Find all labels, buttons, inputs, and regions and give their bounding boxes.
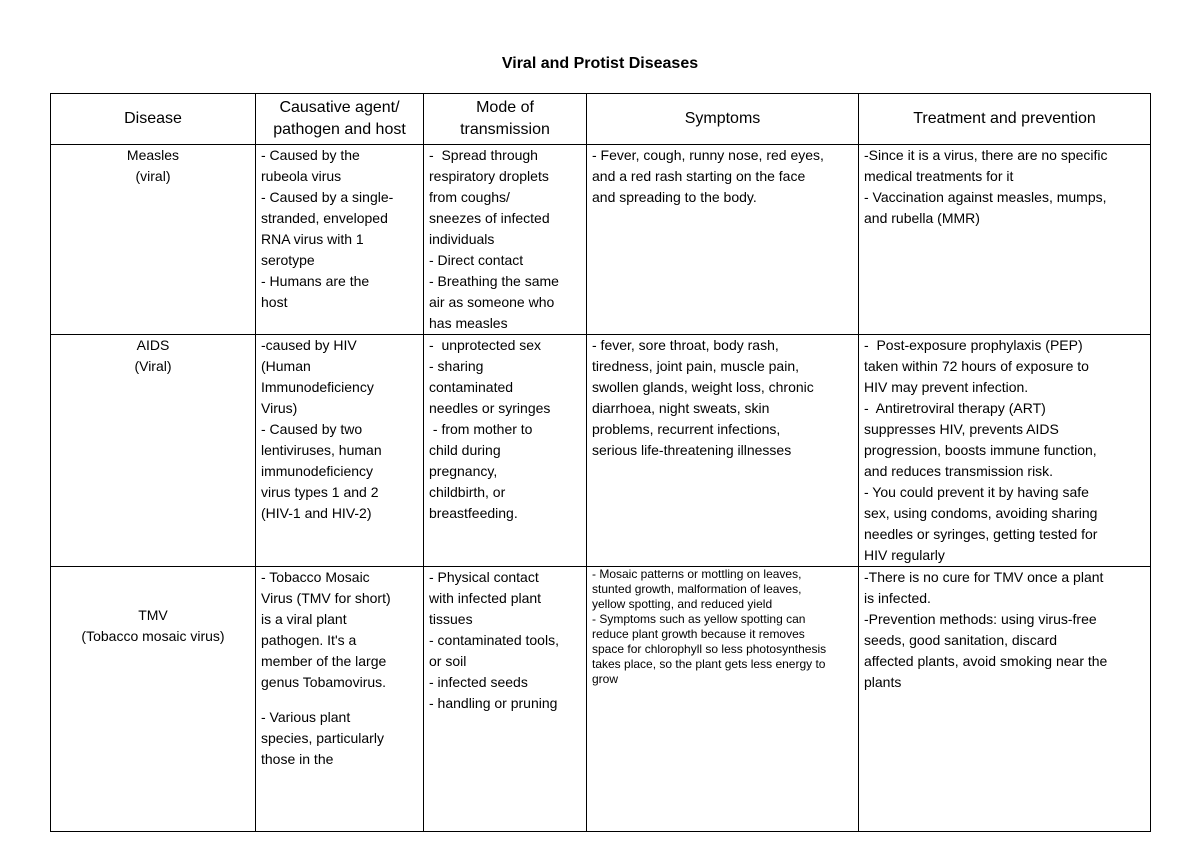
cell-text-line: -caused by HIV xyxy=(261,337,357,353)
cell-text-line: - Symptoms such as yellow spotting can xyxy=(592,612,806,626)
cell-text-line: individuals xyxy=(429,231,495,247)
cell-text-line: breastfeeding. xyxy=(429,505,518,521)
cell-text-line: - contaminated tools, xyxy=(429,632,559,648)
cell-text-line: immunodeficiency xyxy=(261,463,374,479)
cell-text-line: - infected seeds xyxy=(429,674,528,690)
cell-text-line: stranded, enveloped xyxy=(261,210,388,226)
cell-text-line: Measles xyxy=(126,147,180,163)
cell-text-line: from coughs/ xyxy=(429,189,510,205)
cell-text-line: takes place, so the plant gets less energy to xyxy=(592,657,826,671)
document-title: Viral and Protist Diseases xyxy=(501,55,699,72)
cell-text-line: (Tobacco mosaic virus) xyxy=(81,628,225,644)
cell-text-line: - Post-exposure prophylaxis (PEP) xyxy=(864,337,1083,353)
header-row xyxy=(51,94,1151,145)
transmission-cell xyxy=(424,335,587,567)
cell-text-line: - Caused by the xyxy=(261,147,360,163)
cell-text-line: stunted growth, malformation of leaves, xyxy=(592,582,802,596)
cell-text-line: - Fever, cough, runny nose, red eyes, xyxy=(592,147,824,163)
cell-text-line: reduce plant growth because it removes xyxy=(592,627,805,641)
header-mode-of-transmission xyxy=(424,94,587,145)
cell-text-line: contaminated xyxy=(429,379,514,395)
cell-text-line: - Tobacco Mosaic xyxy=(261,569,370,585)
cell-text-line: - Antiretroviral therapy (ART) xyxy=(864,400,1046,416)
cell-text-line: childbirth, or xyxy=(429,484,506,500)
cell-text-line: pathogen. It's a xyxy=(261,632,357,648)
cell-text-line: tiredness, joint pain, muscle pain, xyxy=(592,358,799,374)
transmission-cell xyxy=(424,567,587,832)
cell-text-line: HIV regularly xyxy=(864,547,945,563)
cell-text-line: pathogen and host xyxy=(273,121,406,138)
treatment-cell xyxy=(859,145,1151,335)
cell-text-line: (HIV-1 and HIV-2) xyxy=(261,505,372,521)
cell-text-line: medical treatments for it xyxy=(864,168,1014,184)
cell-text-line: and rubella (MMR) xyxy=(864,210,980,226)
diseases-table xyxy=(50,93,1151,832)
cell-text-line: - fever, sore throat, body rash, xyxy=(592,337,779,353)
causative-agent-cell xyxy=(256,335,424,567)
header-causative-agent xyxy=(256,94,424,145)
cell-text-line: - Spread through xyxy=(429,147,538,163)
cell-text-line: - Caused by two xyxy=(261,421,363,437)
symptoms-cell xyxy=(587,567,859,832)
cell-text-line: those in the xyxy=(261,751,334,767)
cell-text-line: is infected. xyxy=(864,590,931,606)
cell-text-line: respiratory droplets xyxy=(429,168,549,184)
cell-text-line: -Prevention methods: using virus-free xyxy=(864,611,1097,627)
cell-text-line: lentiviruses, human xyxy=(261,442,382,458)
cell-text-line: pregnancy, xyxy=(429,463,498,479)
cell-text-line: (viral) xyxy=(135,168,171,184)
cell-text-line: sex, using condoms, avoiding sharing xyxy=(864,505,1098,521)
disease-cell xyxy=(51,335,256,567)
cell-text-line: - Physical contact xyxy=(429,569,539,585)
cell-text-line: Immunodeficiency xyxy=(261,379,374,395)
cell-text-line: - sharing xyxy=(429,358,484,374)
cell-text-line: with infected plant xyxy=(429,590,542,606)
header-treatment: Treatment and prevention xyxy=(859,94,1151,145)
cell-text-line: has measles xyxy=(429,315,508,331)
cell-text-line: suppresses HIV, prevents AIDS xyxy=(864,421,1059,437)
symptoms-cell xyxy=(587,335,859,567)
cell-text-line: - Mosaic patterns or mottling on leaves, xyxy=(592,567,802,581)
cell-text-line: child during xyxy=(429,442,501,458)
causative-agent-cell xyxy=(256,145,424,335)
cell-text-line: serotype xyxy=(261,252,315,268)
cell-text-line: -Since it is a virus, there are no specific xyxy=(864,147,1108,163)
cell-text-line: tissues xyxy=(429,611,473,627)
cell-text-line: RNA virus with 1 xyxy=(261,231,364,247)
cell-text-line: - handling or pruning xyxy=(429,695,558,711)
symptoms-cell xyxy=(587,145,859,335)
cell-text-line: plants xyxy=(864,674,902,690)
cell-text-line: TMV xyxy=(138,607,168,623)
cell-text-line: - Caused by a single- xyxy=(261,189,394,205)
cell-text-line: grow xyxy=(592,672,619,686)
header-symptoms: Symptoms xyxy=(587,94,859,145)
table-row xyxy=(51,145,1151,335)
cell-text-line: progression, boosts immune function, xyxy=(864,442,1097,458)
cell-text-line: genus Tobamovirus. xyxy=(261,674,387,690)
cell-text-line: diarrhoea, night sweats, skin xyxy=(592,400,770,416)
cell-text-line: - unprotected sex xyxy=(429,337,542,353)
cell-text-line: and a red rash starting on the face xyxy=(592,168,806,184)
cell-text-line: - Vaccination against measles, mumps, xyxy=(864,189,1107,205)
cell-text-line: rubeola virus xyxy=(261,168,342,184)
treatment-cell xyxy=(859,567,1151,832)
cell-text-line: Mode of xyxy=(476,99,534,116)
cell-text-line: - You could prevent it by having safe xyxy=(864,484,1089,500)
disease-cell xyxy=(51,567,256,832)
cell-text-line: (Viral) xyxy=(134,358,172,374)
cell-text-line: yellow spotting, and reduced yield xyxy=(592,597,773,611)
cell-text-line: -There is no cure for TMV once a plant xyxy=(864,569,1104,585)
cell-text-line: host xyxy=(261,294,288,310)
treatment-cell xyxy=(859,335,1151,567)
cell-text-line: sneezes of infected xyxy=(429,210,550,226)
header-disease: Disease xyxy=(51,94,256,145)
cell-text-line: serious life-threatening illnesses xyxy=(592,442,792,458)
cell-text-line: species, particularly xyxy=(261,730,384,746)
cell-text-line: is a viral plant xyxy=(261,611,347,627)
cell-text-line: seeds, good sanitation, discard xyxy=(864,632,1058,648)
cell-text-line: virus types 1 and 2 xyxy=(261,484,379,500)
cell-text-line: Virus) xyxy=(261,400,298,416)
cell-text-line: problems, recurrent infections, xyxy=(592,421,781,437)
cell-text-line: air as someone who xyxy=(429,294,555,310)
cell-text-line: taken within 72 hours of exposure to xyxy=(864,358,1089,374)
cell-text-line: HIV may prevent infection. xyxy=(864,379,1029,395)
causative-agent-cell xyxy=(256,567,424,832)
cell-text-line: swollen glands, weight loss, chronic xyxy=(592,379,814,395)
cell-text-line: Causative agent/ xyxy=(279,99,400,116)
transmission-cell xyxy=(424,145,587,335)
cell-text-line: AIDS xyxy=(136,337,170,353)
cell-text-line: (Human xyxy=(261,358,311,374)
cell-text-line: - Various plant xyxy=(261,709,351,725)
table-row xyxy=(51,567,1151,832)
cell-text-line: and reduces transmission risk. xyxy=(864,463,1054,479)
cell-text-line: Virus (TMV for short) xyxy=(261,590,391,606)
cell-text-line: transmission xyxy=(460,121,550,138)
cell-text-line: or soil xyxy=(429,653,467,669)
cell-text-line: - from mother to xyxy=(429,421,533,437)
cell-text-line: space for chlorophyll so less photosynthesis xyxy=(592,642,827,656)
cell-text-line: member of the large xyxy=(261,653,387,669)
cell-text-line: - Breathing the same xyxy=(429,273,559,289)
disease-cell xyxy=(51,145,256,335)
cell-text-line: affected plants, avoid smoking near the xyxy=(864,653,1108,669)
cell-text-line: needles or syringes xyxy=(429,400,551,416)
table-row xyxy=(51,335,1151,567)
cell-text-line: and spreading to the body. xyxy=(592,189,757,205)
cell-text-line: needles or syringes, getting tested for xyxy=(864,526,1098,542)
cell-text-line: - Humans are the xyxy=(261,273,370,289)
cell-text-line: - Direct contact xyxy=(429,252,524,268)
